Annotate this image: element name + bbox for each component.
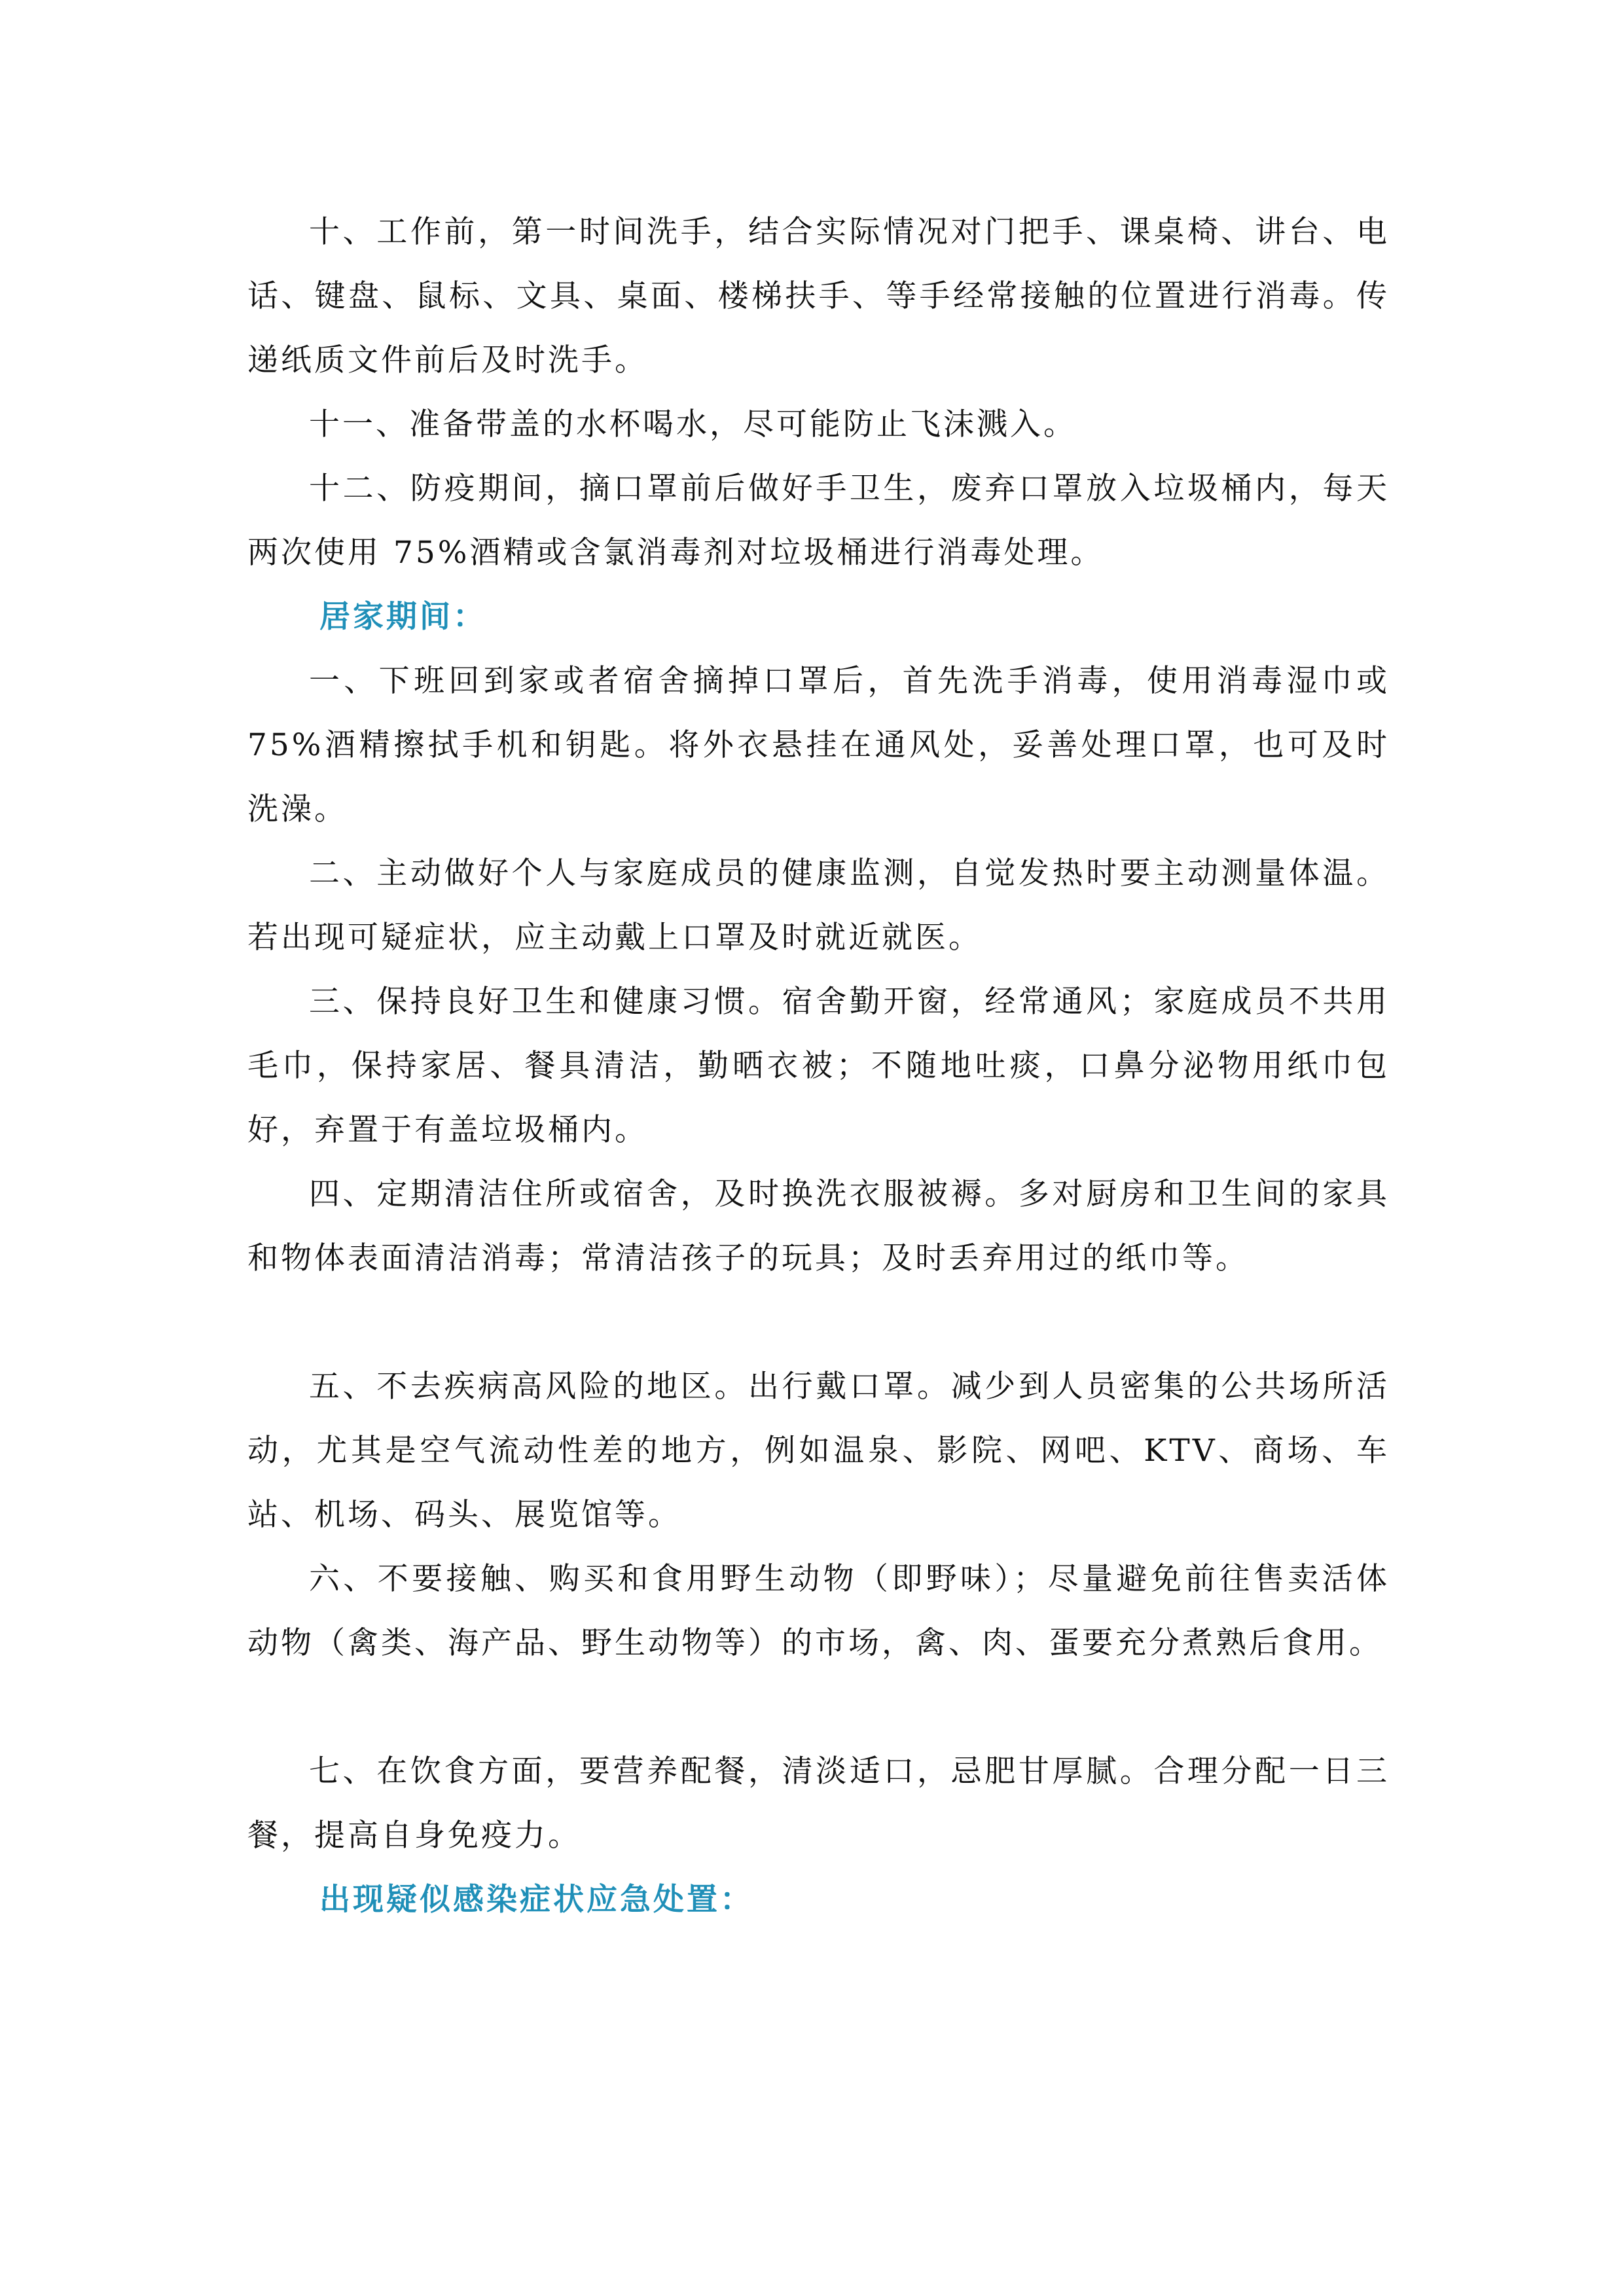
paragraph-item-12: 十二、防疫期间，摘口罩前后做好手卫生，废弃口罩放入垃圾桶内，每天两次使用 75%酒精或含氯消毒剂对垃圾桶进行消毒处理。	[247, 471, 1390, 571]
paragraph-home-6: 六、不要接触、购买和食用野生动物（即野味）；尽量避免前往售卖活体动物（禽类、海产品、野生动物等）的市场，禽、肉、蛋要充分煮熟后食用。	[247, 1561, 1390, 1661]
paragraph-item-11: 十一、准备带盖的水杯喝水，尽可能防止飞沫溅入。	[309, 406, 1077, 442]
section-heading-home: 居家期间：	[319, 599, 486, 635]
paragraph-home-2: 二、主动做好个人与家庭成员的健康监测，自觉发热时要主动测量体温。若出现可疑症状，应主动戴上口罩及时就近就医。	[247, 855, 1390, 956]
paragraph-home-1: 一、下班回到家或者宿舍摘掉口罩后，首先洗手消毒，使用消毒湿巾或 75%酒精擦拭手机和钥匙。将外衣悬挂在通风处，妥善处理口罩，也可及时洗澡。	[247, 663, 1390, 827]
section-heading-emergency: 出现疑似感染症状应急处置：	[319, 1882, 753, 1918]
paragraph-home-7: 七、在饮食方面，要营养配餐，清淡适口，忌肥甘厚腻。合理分配一日三餐，提高自身免疫力。	[247, 1753, 1390, 1854]
paragraph-home-4: 四、定期清洁住所或宿舍，及时换洗衣服被褥。多对厨房和卫生间的家具和物体表面清洁消毒；常清洁孩子的玩具；及时丢弃用过的纸巾等。	[247, 1176, 1390, 1276]
paragraph-item-10: 十、工作前，第一时间洗手，结合实际情况对门把手、课桌椅、讲台、电话、键盘、鼠标、文具、桌面、楼梯扶手、等手经常接触的位置进行消毒。传递纸质文件前后及时洗手。	[247, 214, 1390, 378]
paragraph-home-5: 五、不去疾病高风险的地区。出行戴口罩。减少到人员密集的公共场所活动，尤其是空气流动性差的地方，例如温泉、影院、网吧、KTV、商场、车站、机场、码头、展览馆等。	[247, 1369, 1390, 1533]
paragraph-home-3: 三、保持良好卫生和健康习惯。宿舍勤开窗，经常通风；家庭成员不共用毛巾，保持家居、餐具清洁，勤晒衣被；不随地吐痰，口鼻分泌物用纸巾包好，弃置于有盖垃圾桶内。	[247, 984, 1390, 1148]
